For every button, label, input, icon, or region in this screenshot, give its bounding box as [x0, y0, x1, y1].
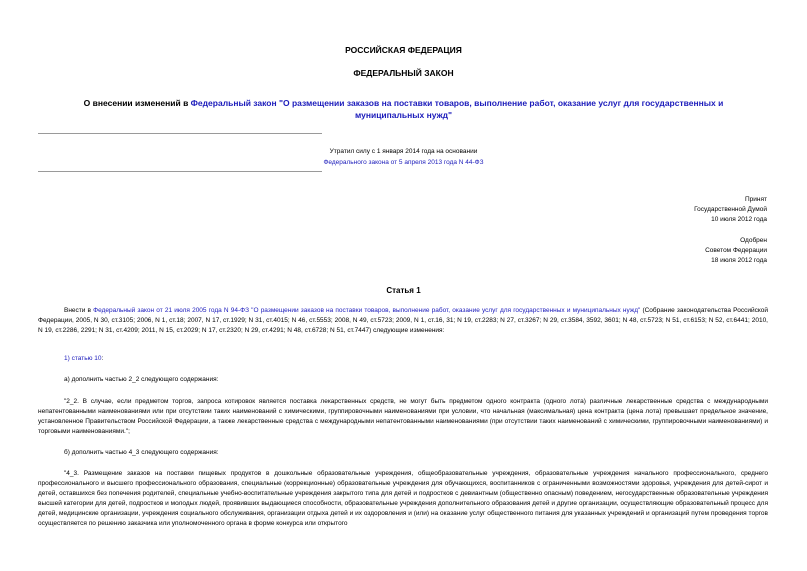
article-10-link[interactable]: 1) статью 10	[64, 355, 102, 362]
federation-heading: РОССИЙСКАЯ ФЕДЕРАЦИЯ	[345, 45, 462, 55]
approval-body: Советом Федерации	[705, 247, 767, 254]
adoption-label: Принят	[744, 196, 767, 203]
divider-top	[38, 133, 322, 134]
quote-part-2-2: "2_2. В случае, если предметом торгов, запроса котировок является поставка лекарственных средств, не могут быть предметом одного контракта (одного лота) различные лекарственные средства с международными непатентованными наименованиями или при отсутствии таких наименований с химическими, группировочными наименованиями при условии, что начальная (максимальная) цена контракта (цена лота) превышает предельное значение, установленное Правительством Российской Федерации, а также лекарственные средства с международными непатентованными наименованиями (при отсутствии таких наименований с химическими, группировочными наименованиями) и торговыми наименованиями.";	[38, 398, 768, 435]
law-title	[0, 97, 807, 121]
divider-bottom	[38, 171, 322, 172]
article-heading: Статья 1	[386, 286, 421, 295]
approval-label: Одобрен	[740, 237, 767, 244]
expiry-notice-text: Утратил силу с 1 января 2014 года на основании	[329, 148, 478, 155]
item-1	[38, 354, 768, 364]
repealing-law-link[interactable]: Федерального закона от 5 апреля 2013 года N 44-ФЗ	[323, 159, 484, 166]
approval-date: 18 июля 2012 года	[711, 257, 767, 264]
expiry-notice	[0, 146, 807, 168]
council-approval	[705, 236, 767, 266]
law-type-heading: ФЕДЕРАЛЬНЫЙ ЗАКОН	[353, 68, 454, 78]
item-b: б) дополнить частью 4_3 следующего содержания:	[64, 449, 219, 456]
law-title-prefix: О внесении изменений в	[83, 98, 191, 108]
item-1-colon: :	[101, 355, 104, 362]
item-a: а) дополнить частью 2_2 следующего содержания:	[64, 376, 219, 383]
adoption-date: 10 июля 2012 года	[711, 216, 767, 223]
intro-rest: (Собрание законодательства Российской Федерации, 2005, N 30, ст.3105; 2006, N 1, ст.18; 2007, N 17, ст.1929; N 31, ст.4015; N 46, ст.5553; 2008, N 49, ст.5723; 2009, N 1, ст.16, 31; N 19, ст.2283; N 27, ст.3267; N 29, ст.3584, 3592, 3601; N 48, ст.5723; N 51, ст.6153; N 52, ст.6441; 2010, N 19, ст.2286, 2291; N 31, ст.4209; 2011, N 15, ст.2029; N 17, ст.2320; N 29, ст.4291; N 48, ст.6728; N 51, ст.7447) следующие изменения:	[38, 307, 768, 334]
amended-law-link[interactable]: Федеральный закон "О размещении заказов на поставки товаров, выполнение работ, оказание услуг для государственных и муниципальных нужд"	[190, 98, 724, 120]
duma-adoption	[694, 195, 767, 225]
quote-part-4-3: "4_3. Размещение заказов на поставки пищевых продуктов в дошкольные образовательные учреждения, общеобразовательные учреждения, образовательные учреждения начального профессионального, среднего профессионального и высшего профессионального образования, специальные (коррекционные) образовательные учреждения для обучающихся, воспитанников с ограниченными возможностями здоровья, учреждения для детей-сирот и детей, оставшихся без попечения родителей, специальные учебно-воспитательные учреждения закрытого типа для детей и подростков с девиантным (общественно опасным) поведением, негосударственные образовательные учреждения высшей категории для детей, подростков и молодых людей, проявивших выдающиеся способности, образовательные учреждения дополнительного образования детей и другие организации, осуществляющие образовательный процесс для детей, медицинские организации, учреждения социального обслуживания, организации отдыха детей и их оздоровления и (или) на оказание услуг общественного питания для указанных учреждений и организаций путем проведения торгов осуществляется по решению заказчика или уполномоченного органа в форме конкурса или открытого	[38, 470, 768, 527]
law-94-fz-link[interactable]: Федеральный закон от 21 июля 2005 года N 94-ФЗ "О размещении заказов на поставки товаров, выполнение работ, оказание услуг для государственных и муниципальных нужд"	[93, 307, 641, 314]
article-intro	[38, 306, 768, 336]
intro-prefix: Внести в	[64, 307, 94, 314]
adoption-body: Государственной Думой	[694, 206, 767, 213]
